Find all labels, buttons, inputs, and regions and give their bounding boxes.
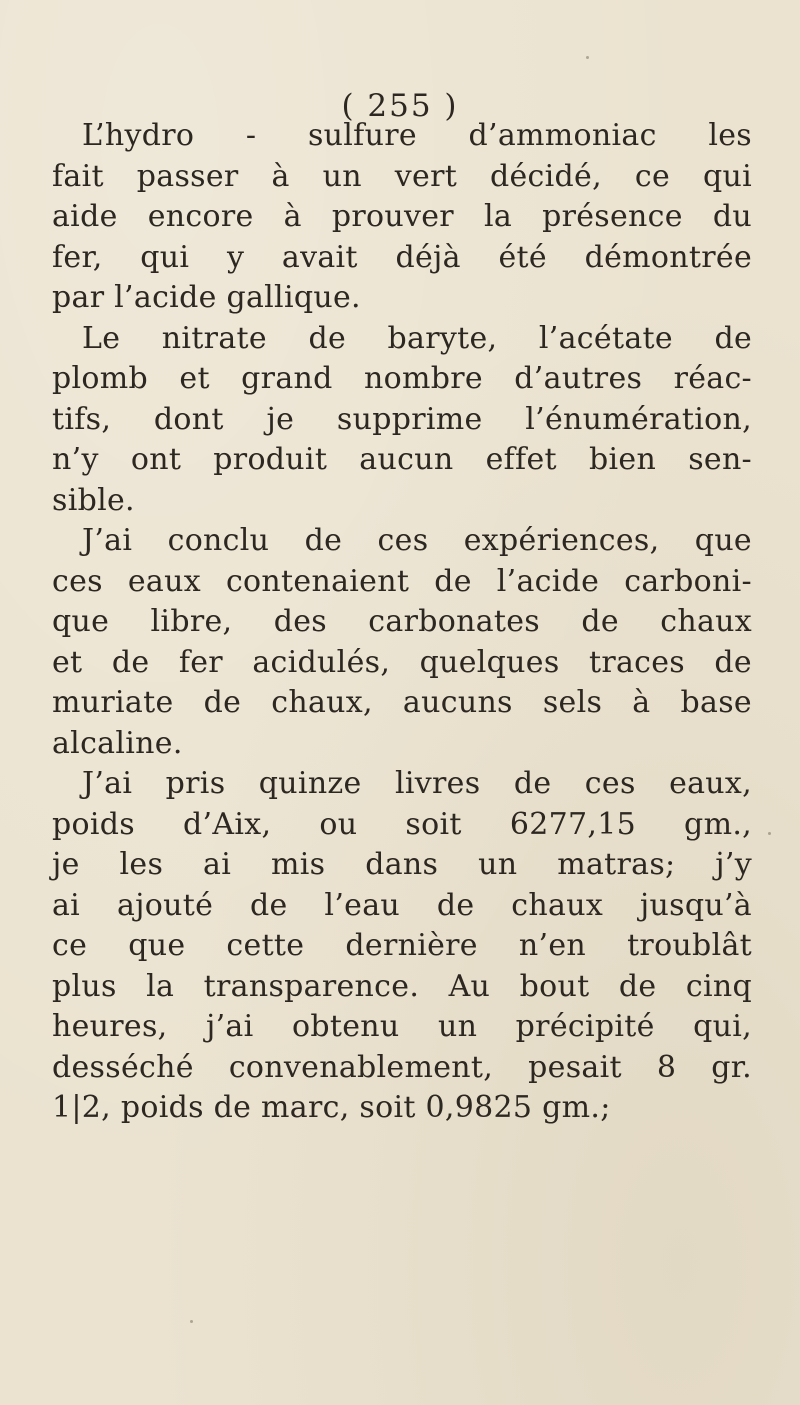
text-line: L’hydro - sulfure d’ammoniac les: [82, 118, 752, 153]
paper-speck: [190, 1320, 193, 1323]
text-line: plus la transparence. Au bout de cinq: [52, 968, 752, 1004]
text-line: et de fer acidulés, quelques traces de: [52, 644, 752, 680]
text-line: J’ai pris quinze livres de ces eaux,: [82, 766, 752, 801]
text-line: ai ajouté de l’eau de chaux jusqu’à: [52, 887, 752, 923]
text-line: fer, qui y avait déjà été démontrée: [52, 239, 752, 275]
text-line: n’y ont produit aucun effet bien sen-: [52, 442, 752, 477]
paper-speck: [768, 832, 771, 835]
page-body-text: [52, 116, 752, 1129]
text-line: alcaline.: [52, 725, 183, 761]
text-line: Le nitrate de baryte, l’acétate de: [82, 320, 752, 356]
text-line: plomb et grand nombre d’autres réac-: [52, 361, 752, 396]
paper-speck: [586, 56, 589, 59]
text-line: heures, j’ai obtenu un précipité qui,: [52, 1009, 752, 1044]
text-line: aide encore à prouver la présence du: [52, 199, 752, 234]
text-line: ces eaux contenaient de l’acide carboni-: [52, 563, 752, 599]
text-line: tifs, dont je supprime l’énumération,: [52, 401, 752, 437]
text-line: J’ai conclu de ces expériences, que: [82, 523, 752, 558]
text-line: muriate de chaux, aucuns sels à base: [52, 685, 752, 720]
text-line: par l’acide gallique.: [52, 280, 361, 315]
text-line: 1|2, poids de marc, soit 0,9825 gm.;: [52, 1090, 611, 1125]
text-line: je les ai mis dans un matras; j’y: [52, 847, 752, 882]
text-line: fait passer à un vert décidé, ce qui: [52, 158, 752, 194]
text-line: que libre, des carbonates de chaux: [52, 604, 752, 639]
text-line: ce que cette dernière n’en troublât: [52, 928, 752, 963]
text-line: poids d’Aix, ou soit 6277,15 gm.,: [52, 806, 752, 842]
text-line: desséché convenablement, pesait 8 gr.: [52, 1049, 752, 1085]
text-line: sible.: [52, 482, 135, 518]
page-number-header: ( 255 ): [341, 88, 459, 124]
